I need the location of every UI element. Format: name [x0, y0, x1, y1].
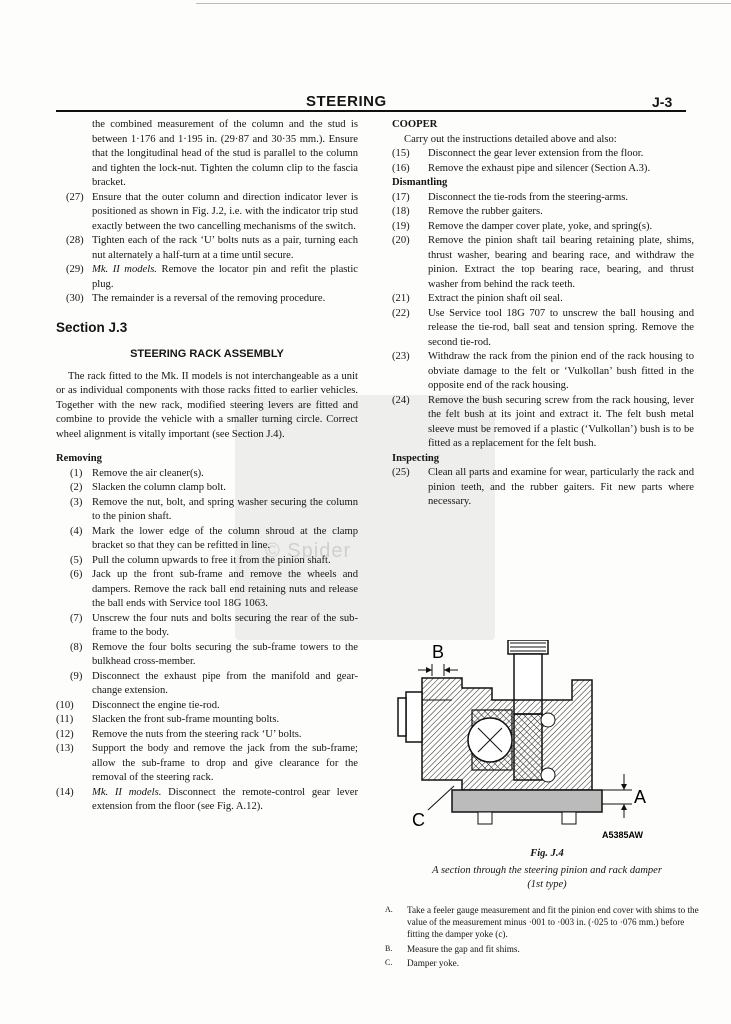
list-item: (1) Remove the air cleaner(s). [70, 467, 204, 479]
page-number: J-3 [652, 94, 673, 110]
dismantling-heading: Dismantling [392, 177, 448, 188]
caption-text: A section through the steering pinion and rack damper [432, 865, 662, 876]
list-item: (19) Remove the damper cover plate, yoke, and spring(s). [392, 220, 653, 232]
list-item: (15) Disconnect the gear lever extension from the floor. [392, 148, 644, 159]
pinion-section-diagram [392, 640, 702, 845]
figure-number: Fig. J.4 [530, 848, 564, 859]
caption-type: (1st type) [527, 879, 567, 890]
cooper-heading: COOPER [392, 119, 438, 130]
list-item: (30) The remainder is a reversal of the removing procedure. [66, 293, 326, 304]
list-item: (16) Remove the exhaust pipe and silencer (Section A.3). [392, 162, 651, 174]
list-item: (28) Tighten each of the rack ‘U’ bolts nuts as a pair, turning each nut alternately a half-turn at a time until secure. [66, 235, 358, 261]
removing-heading: Removing [56, 453, 102, 464]
watermark-text: © Spider [265, 540, 352, 562]
list-item: (23) Withdraw the rack from the pinion end of the rack housing to obviate damage to the felt or ‘Vulkollan’ bush fitted in the opposite end of the rack housing. [392, 351, 694, 391]
list-item: (3) Remove the nut, bolt, and spring washer securing the column to the pinion shaft. [70, 496, 358, 522]
right-column [392, 118, 694, 510]
dimension-a [602, 774, 646, 818]
figure-caption [392, 864, 702, 892]
figure-note: C. Damper yoke. [385, 957, 460, 968]
list-item: (14) Mk. II models. Disconnect the remote-control gear lever extension from the floor (see Fig. A.12). [56, 786, 358, 812]
list-item: (20) Remove the pinion shaft tail bearing retaining plate, shims, thrust washer, bearing and bearing race, and withdraw the pinion. Extract the top bearing race, bearing, and thrust washer from behind the rack teeth. [392, 235, 694, 290]
dimension-c [412, 786, 454, 830]
list-item: (9) Disconnect the exhaust pipe from the manifold and gear-change extension. [70, 670, 358, 696]
list-item: (24) Remove the bush securing screw from the rack housing, lever the felt bush at its joint and extract it. The felt bush metal sleeve must be removed if a plastic (‘Vulkollan’) bush is to be fitted as a replacement for the felt bush. [392, 394, 694, 449]
figure-notes [385, 904, 703, 971]
subheading: STEERING RACK ASSEMBLY [130, 348, 284, 360]
inspecting-heading: Inspecting [392, 452, 440, 464]
figure-note: A. Take a feeler gauge measurement and fit the pinion end cover with shims to the value of the measurement minus ·001 to ·003 in. (·025 to ·076 mm.) before fitting the damper yoke (c). [385, 905, 699, 940]
list-item: (5) Pull the column upwards to free it from the pinion shaft. [70, 554, 331, 566]
cooper-intro: Carry out the instructions detailed above and also: [404, 133, 617, 145]
list-item: (18) Remove the rubber gaiters. [392, 206, 543, 217]
list-item: (21) Extract the pinion shaft oil seal. [392, 293, 563, 304]
list-item: (27) Ensure that the outer column and direction indicator lever is positioned as shown in Fig. J.2, i.e. with the indicator trip stud exactly between the two cancelling mechanisms of the switch. [66, 191, 358, 232]
list-item: (11) Slacken the front sub-frame mounting bolts. [56, 714, 280, 725]
list-item: (12) Remove the nuts from the steering rack ‘U’ bolts. [56, 728, 302, 740]
list-item: (6) Jack up the front sub-frame and remove the wheels and dampers. Remove the rack ball end retaining nuts and release the ball ends with Service tool 18G 1063. [70, 569, 358, 609]
list-item: (10) Disconnect the engine tie-rod. [56, 699, 220, 711]
list-item: (4) Mark the lower edge of the column shroud at the clamp bracket so that they can be refitted in line. [70, 525, 358, 551]
label-c: C [412, 810, 425, 830]
list-item: (22) Use Service tool 18G 707 to unscrew the ball housing and release the tie-rod, ball seat and tension spring. Remove the second tie-rod. [392, 307, 694, 348]
list-item: (2) Slacken the column clamp bolt. [70, 482, 226, 493]
label-b: B [432, 642, 445, 662]
header-rule [56, 110, 686, 112]
list-item: (29) Mk. II models. Remove the locator pin and refit the plastic plug. [66, 264, 358, 290]
section-heading: Section J.3 [56, 319, 128, 335]
top-border-line [196, 3, 731, 4]
figure-note: B. Measure the gap and fit shims. [385, 943, 520, 954]
dimension-b [418, 642, 458, 676]
figure-ref: A5385AW [602, 830, 644, 840]
list-item: (13) Support the body and remove the jack from the sub-frame; allow the sub-frame to drop and give clearance for the removal of the steering rack. [56, 743, 358, 783]
list-item: (7) Unscrew the four nuts and bolts securing the rear of the sub-frame to the body. [70, 612, 358, 638]
continued-paragraph: the combined measurement of the column and the stud is between 1·176 and 1·195 in. (29·87 and 30·35 mm.). Ensure that the longitudinal head of the stud is parallel to the column and tighten the lock-nut. Tighten the column clip to the fascia bracket. [92, 119, 358, 188]
list-item: (25) Clean all parts and examine for wear, particularly the rack and pinion teeth, and the rubber gaiters. Fit new parts where necessary. [392, 467, 694, 507]
list-item: (17) Disconnect the tie-rods from the steering-arms. [392, 191, 629, 203]
intro-paragraph: The rack fitted to the Mk. II models is not interchangeable as a unit or as individual components with those racks fitted to earlier vehicles. Together with the new rack, modified steering levers are fitted and combine to provide the vehicle with a smaller turning circle. Correct wheel alignment is vitally important (see Section J.4). [56, 370, 358, 440]
left-column [56, 118, 358, 815]
page-header-title: STEERING [306, 93, 387, 110]
label-a: A [634, 787, 647, 807]
list-item: (8) Remove the four bolts securing the sub-frame towers to the bulkhead cross-member. [70, 641, 358, 667]
